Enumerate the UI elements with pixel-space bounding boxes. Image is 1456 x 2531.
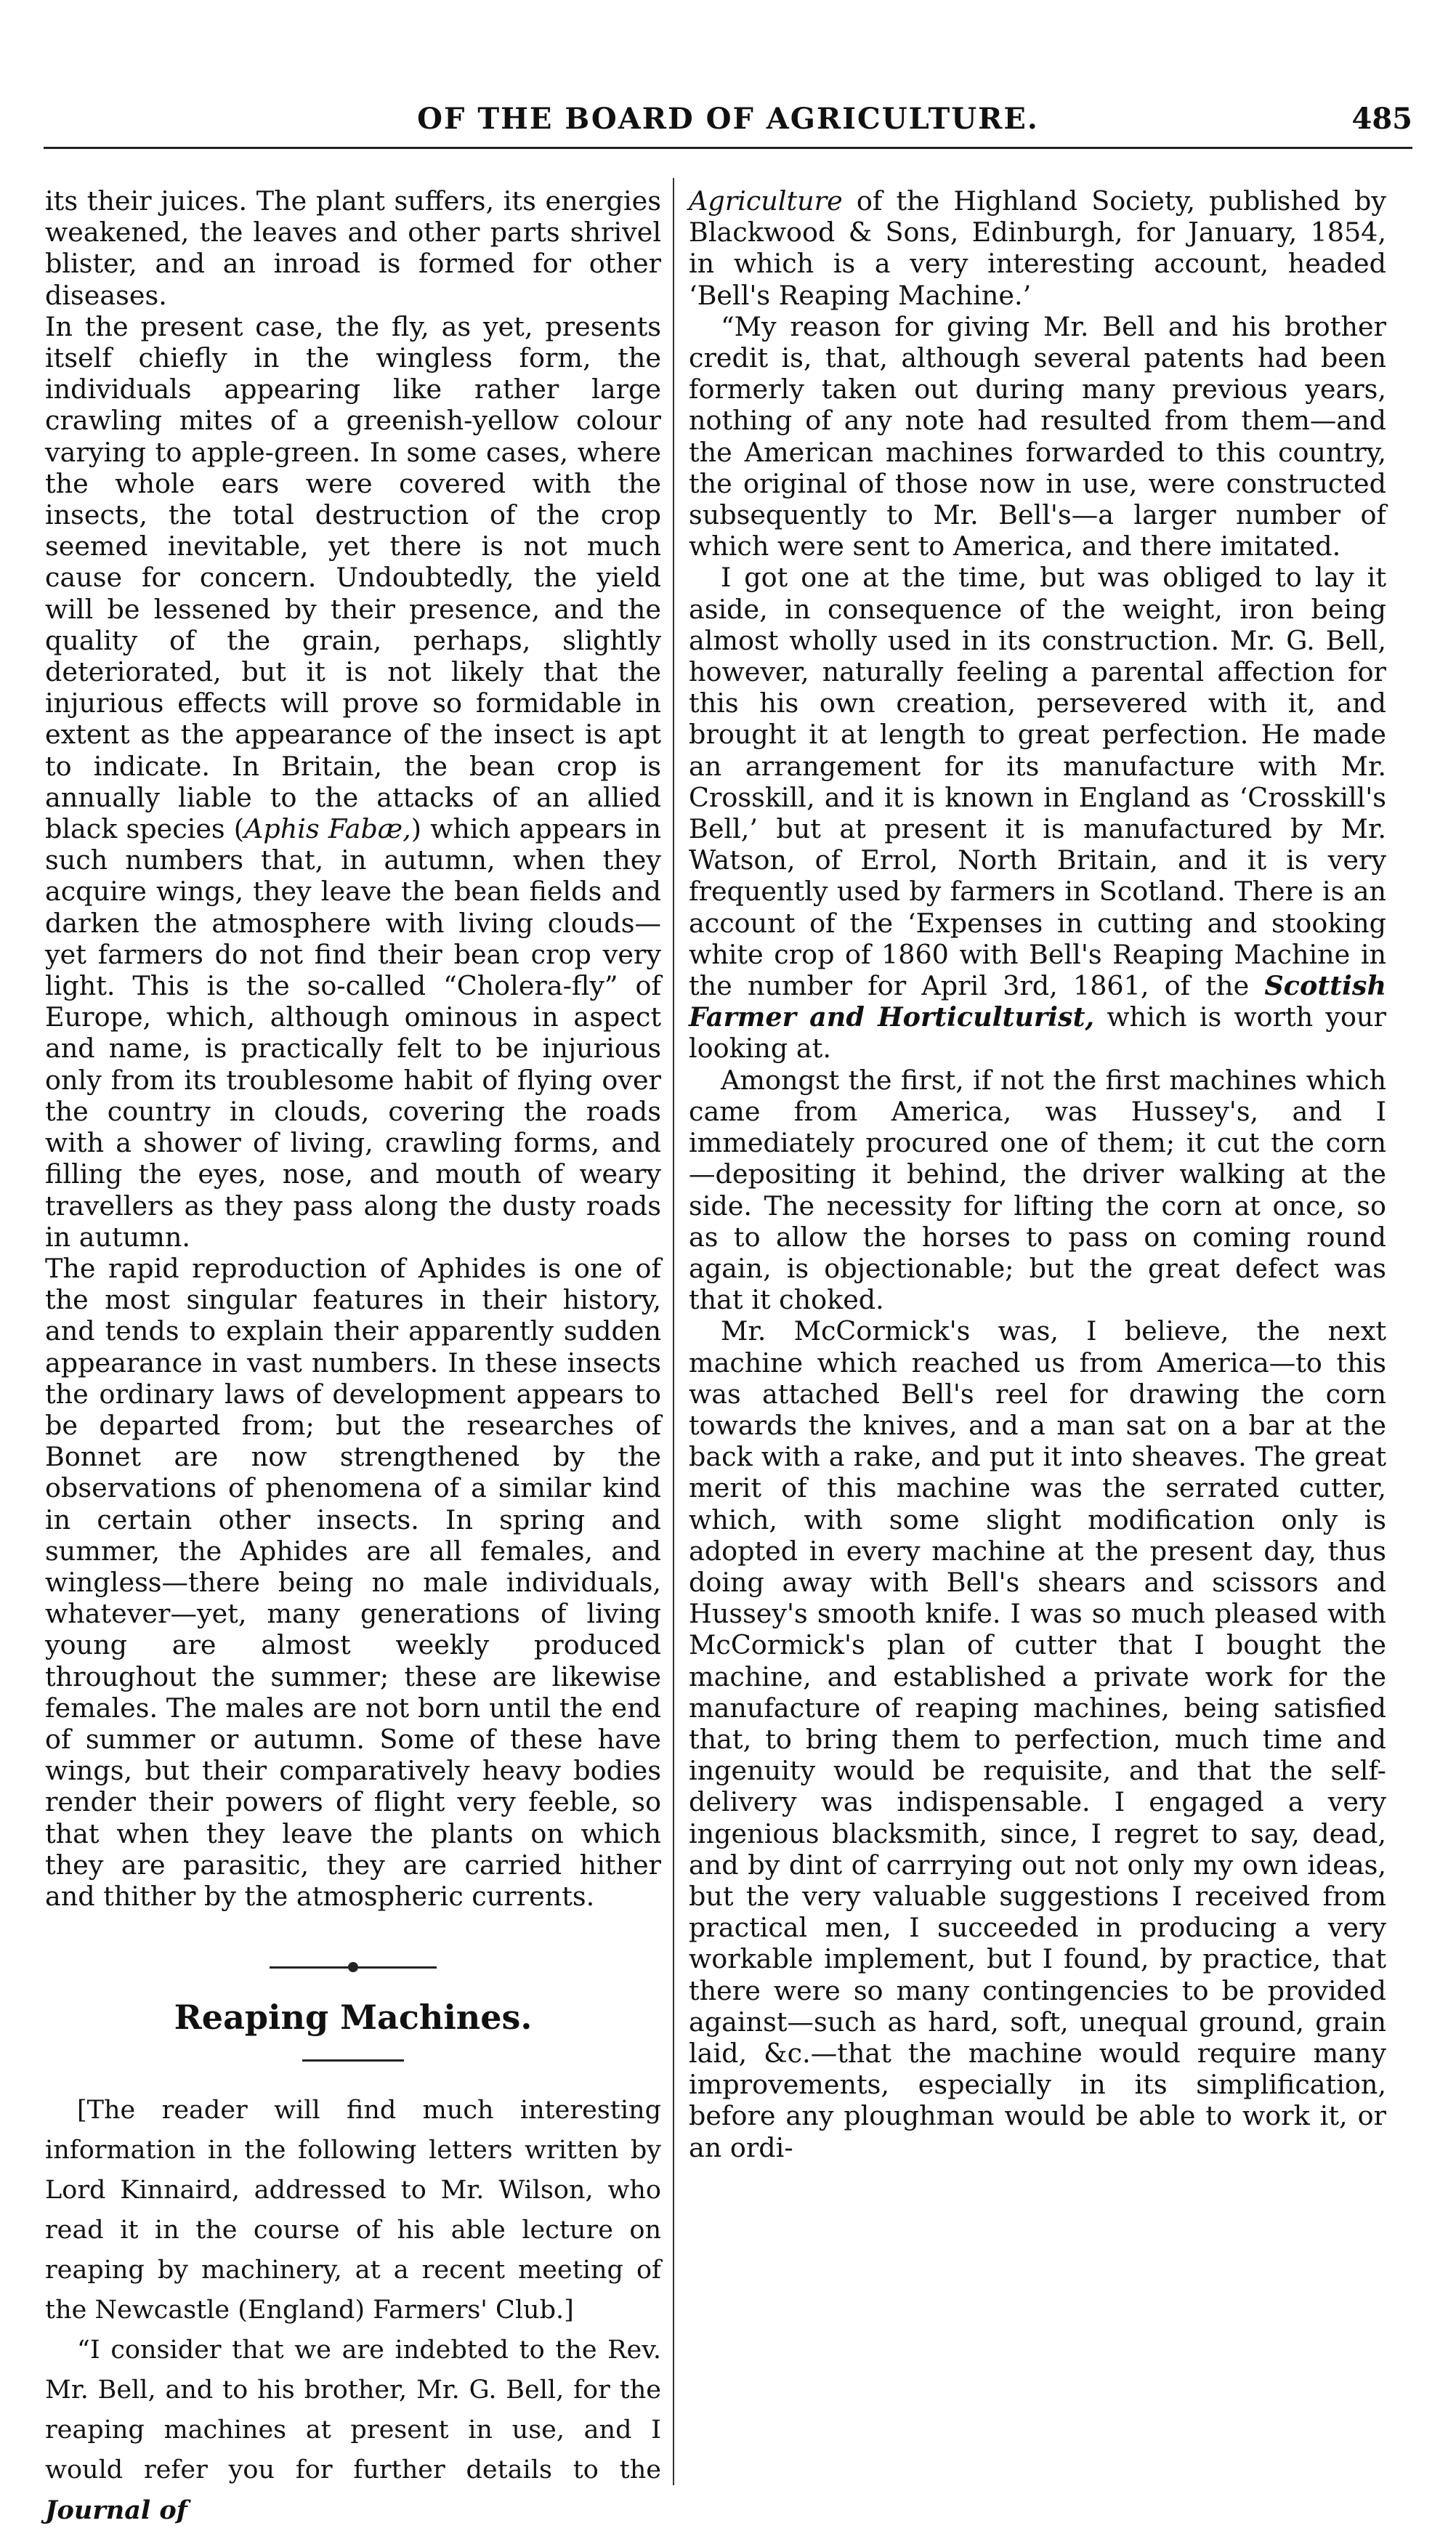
paragraph-text: which is worth your looking at. xyxy=(689,1001,1386,1065)
header-rule xyxy=(44,147,1412,149)
paragraph xyxy=(45,311,661,1253)
running-title: OF THE BOARD OF AGRICULTURE. xyxy=(417,102,1039,136)
page-number: 485 xyxy=(1351,102,1412,136)
paragraph xyxy=(689,185,1386,311)
paragraph: The rapid reproduction of Aphides is one of the most singular features in their history, and tends to explain their apparently sudden appearance in vast numbers. In these insects the ordinary laws of development appears to be departed from; but the researches of Bonnet are now strengthened by the observations of phenomena of a similar kind in certain other insects. In spring and summer, the Aphides are all females, and wingless—there being no male individuals, whatever—yet, many generations of living young are almost weekly produced throughout the summer; these are likewise females. The males are not born until the end of summer or autumn. Some of these have wings, but their comparatively heavy bodies render their powers of flight very feeble, so that when they leave the plants on which they are parasitic, they are carried hither and thither by the atmospheric currents. xyxy=(45,1252,661,1912)
section-ornament xyxy=(270,1961,437,1973)
paragraph xyxy=(689,562,1386,1064)
paragraph-text: ) which appears in such numbers that, in autumn, when they acquire wings, they leave the bean fields and darken the atmosphere with living clouds—yet farmers do not find their bean crop very light. This is the so-called “Cholera-fly” of Europe, which, although ominous in aspect and name, is practically felt to be injurious only from its troublesome habit of flying over the country in clouds, covering the roads with a shower of living, crawling forms, and filling the eyes, nose, and mouth of weary travellers as they pass along the dusty roads in autumn. xyxy=(45,813,661,1253)
right-column xyxy=(689,185,1386,2467)
paragraph xyxy=(45,2330,661,2531)
journal-title: Journal of xyxy=(45,2495,187,2526)
paragraph-text: In the present case, the fly, as yet, presents itself chiefly in the wingless form, the individuals appearing like rather large crawling mites of a greenish-yellow colour varying to apple-green. In some cases, where the whole ears were covered with the insects, the total destruction of the crop seemed inevitable, yet there is not much cause for concern. Undoubtedly, the yield will be lessened by their presence, and the quality of the grain, perhaps, slightly deteriorated, but it is not likely that the injurious effects will prove so formidable in extent as the appearance of the insect is apt to indicate. In Britain, the bean crop is annually liable to the attacks of an allied black species ( xyxy=(45,310,661,845)
paragraph-text: I got one at the time, but was obliged to lay it aside, in consequence of the weight, iron being almost wholly used in its construction. Mr. G. Bell, however, naturally feeling a parental affection for this his own creation, persevered with it, and brought it at length to great perfection. He made an arrangement for its manufacture with Mr. Crosskill, and it is known in England as ‘Crosskill's Bell,’ but at present it is manufactured by Mr. Watson, of Errol, North Britain, and it is very frequently used by farmers in Scotland. There is an account of the ‘Expenses in cutting and stooking white crop of 1860 with Bell's Reaping Machine in the number for April 3rd, 1861, of the xyxy=(689,562,1386,1002)
paragraph: Mr. McCormick's was, I believe, the next machine which reached us from America—to this was attached Bell's reel for drawing the corn towards the knives, and a man sat on a bar at the back with a rake, and put it into sheaves. The great merit of this machine was the serrated cutter, which, with some slight modification only is adopted in every machine at the present day, thus doing away with Bell's shears and scissors and Hussey's smooth knife. I was so much pleased with McCormick's plan of cutter that I bought the machine, and established a private work for the manufacture of reaping machines, being satisfied that, to bring them to perfection, much time and ingenuity would be requisite, and that the self-delivery was indispensable. I engaged a very ingenious blacksmith, since, I regret to say, dead, and by dint of carrrying out not only my own ideas, but the very valuable suggestions I received from practical men, I succeeded in producing a very workable implement, but I found, by practice, that there were so many contingencies to be provided against—such as hard, soft, unequal ground, grain laid, &c.—that the machine would require many improvements, especially in its simplification, before any ploughman would be able to work it, or an ordi- xyxy=(689,1315,1386,2163)
paragraph: “My reason for giving Mr. Bell and his brother credit is, that, although several patents had been formerly taken out during many previous years, nothing of any note had resulted from them—and the American machines forwarded to this country, the original of those now in use, were constructed subsequently to Mr. Bell's—a larger number of which were sent to America, and there imitated. xyxy=(689,310,1386,562)
ornament-dot xyxy=(348,1962,358,1972)
species-name: Aphis Fabæ, xyxy=(244,813,411,845)
paragraph-text: “I consider that we are indebted to the Rev. Mr. Bell, and to his brother, Mr. G. Bell, for the reaping machines at present in use, and I would refer you for further details to the xyxy=(45,2336,661,2485)
left-column xyxy=(45,185,661,2526)
paragraph: Amongst the first, if not the first machines which came from America, was Hussey's, and I immediately procured one of them; it cut the corn—depositing it behind, the driver walking at the side. The necessity for lifting the corn at once, so as to allow the horses to pass on coming round again, is objectionable; but the great defect was that it choked. xyxy=(689,1064,1386,1316)
paragraph-text: of the Highland Society, published by Blackwood & Sons, Edinburgh, for January, 1854, in which is a very interesting account, headed ‘Bell's Reaping Machine.’ xyxy=(689,185,1386,311)
editorial-intro: [The reader will find much interesting information in the following letters written by Lord Kinnaird, addressed to Mr. Wilson, who read it in the course of his able lecture on reaping by machinery, at a recent meeting of the Newcastle (England) Farmers' Club.] xyxy=(45,2096,661,2325)
section-heading: Reaping Machines. xyxy=(174,1998,533,2038)
column-divider xyxy=(673,178,674,2485)
heading-rule xyxy=(302,2059,404,2062)
paragraph: its their juices. The plant suffers, its energies weakened, the leaves and other parts shrivel blister, and an inroad is formed for other diseases. xyxy=(45,185,661,311)
page-header xyxy=(44,94,1412,160)
journal-title: Scottish Farmer and Horticulturist, xyxy=(689,970,1386,1033)
journal-title: Agriculture xyxy=(689,185,843,217)
